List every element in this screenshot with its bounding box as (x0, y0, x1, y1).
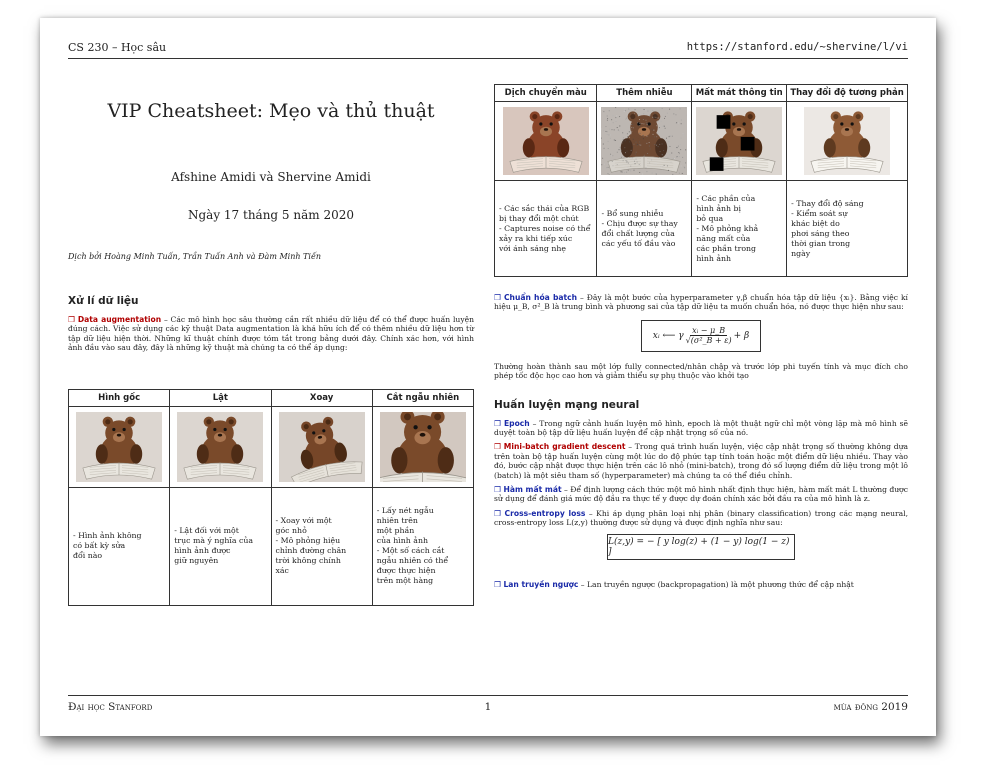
table2-desc-loss: - Các phần của hình ảnh bị bỏ qua - Mô phỏng khả năng mất của các phần trong hình ảnh (692, 181, 787, 277)
date: Ngày 17 tháng 5 năm 2020 (187, 208, 354, 222)
cross-entropy-term: ❒ Cross-entropy loss (494, 508, 586, 518)
loss-paragraph: ❒ Hàm mất mát – Để định lượng cách thức một mô hình nhất định thực hiện, hàm mất mát L thường được sử dụng để đánh giá mức độ đầu ra thực tế y được dự đoán chính xác bởi đầu ra của mô hình là z. (494, 485, 908, 504)
table2-desc-contrast: - Thay đổi độ sáng - Kiểm soát sự khác biệt do phơi sáng theo thời gian trong ngày (787, 181, 908, 277)
authors: Afshine Amidi và Shervine Amidi (171, 170, 371, 184)
bear-image-noise (597, 102, 692, 181)
translators: Dịch bởi Hoàng Minh Tuấn, Trần Tuấn Anh và Đàm Minh Tiến (68, 252, 322, 261)
section-heading-training: Huấn luyện mạng neural (494, 398, 640, 411)
bear-image-rotated (271, 406, 372, 487)
augmentation-table-1 (68, 389, 474, 606)
minibatch-paragraph: ❒ Mini-batch gradient descent – Trong quá trình huấn luyện, việc cập nhật trọng số thường không dựa trên toàn bộ tập huấn luyện cùng một lúc do độ phức tạp tính toán hoặc một điểm dữ liệu nhiều. Thay vào đó, bước cập nhật được thực hiện trên các lô nhỏ (mini-batch), trong đó số lượng điểm dữ liệu trong một lô (batch) là một siêu tham số (hyperparameter) mà chúng ta có thể điều chỉnh. (494, 442, 909, 480)
cross-entropy-formula: L(z,y) = − [ y log(z) + (1 − y) log(1 − z) ] (607, 534, 795, 560)
table2-header: Mất mát thông tin (692, 85, 787, 102)
left-column (68, 68, 474, 606)
batchnorm-text: – Đây là một bước của hyperparameter γ,β chuẩn hóa tập dữ liệu {xᵢ}. Bằng việc kí hiệu μ_B, σ²_B là trung bình và phương sai của tập dữ liệu ta muốn chuẩn hóa, nó được thực hiện như sau: (494, 293, 908, 312)
table2-header: Thay đổi độ tương phản (787, 85, 908, 102)
page-footer (68, 695, 908, 716)
bear-image-cropped (372, 406, 473, 487)
epoch-term: ❒ Epoch (494, 418, 530, 428)
header-url[interactable]: https://stanford.edu/~shervine/l/vi (686, 41, 908, 53)
batchnorm-term: ❒ Chuẩn hóa batch (494, 293, 578, 302)
right-column (494, 68, 908, 589)
table1-header: Cắt ngẫu nhiên (372, 389, 473, 406)
bear-image-info-loss (692, 102, 787, 181)
bear-image-original (69, 406, 170, 487)
footer-term: mùa đông 2019 (833, 701, 908, 713)
batchnorm-formula: xᵢ ⟵ γ $\frac{\text{xᵢ − μ\_B}}{\text{√(σ²\_B + ε)}}$ + β (641, 320, 761, 352)
data-augmentation-paragraph (68, 315, 474, 353)
document-page (40, 18, 936, 736)
data-augmentation-text: – Các mô hình học sâu thường cần rất nhiều dữ liệu để có thể được huấn luyện đúng cách. Việc sử dụng các kỹ thuật Data augmentation là khá hữu ích để có thêm nhiều dữ liệu hơn từ tập dữ liệu hiện thời. Những kĩ thuật chính được tóm tắt trong bảng dưới đây. Chính xác hơn, với hình ảnh đầu vào sau đây, đây là những kỹ thuật mà chúng ta có thể áp dụng: (68, 315, 474, 353)
table1-header: Lật (170, 389, 271, 406)
data-augmentation-term: ❒ Data augmentation (68, 315, 162, 324)
backprop-term: ❒ Lan truyền ngược (494, 579, 579, 589)
bear-image-color-shift (495, 102, 597, 181)
bear-image-flipped (170, 406, 271, 487)
backprop-paragraph: ❒ Lan truyền ngược – Lan truyền ngược (backpropagation) là một phương thức để cập nhật (494, 579, 854, 589)
table1-desc-crop: - Lấy nét ngẫu nhiên trên một phần của hình ảnh - Một số cách cắt ngẫu nhiên có thể được thực hiện trên một hàng (372, 487, 473, 605)
page-title: VIP Cheatsheet: Mẹo và thủ thuật (107, 100, 435, 122)
table1-desc-flip: - Lật đối với một trục mà ý nghĩa của hình ảnh được giữ nguyên (170, 487, 271, 605)
table1-desc-rotate: - Xoay với một góc nhỏ - Mô phỏng hiệu chỉnh đường chân trời không chính xác (271, 487, 372, 605)
table1-header: Xoay (271, 389, 372, 406)
table2-desc-noise: - Bổ sung nhiễu - Chịu được sự thay đổi chất lượng của các yếu tố đầu vào (597, 181, 692, 277)
minibatch-term: ❒ Mini-batch gradient descent (494, 442, 626, 452)
table2-header: Thêm nhiễu (597, 85, 692, 102)
loss-term: ❒ Hàm mất mát (494, 485, 562, 495)
batchnorm-after-text: Thường hoàn thành sau một lớp fully connected/nhân chập và trước lớp phi tuyến tính và mục đích cho phép tốc độc học cao hơn và giảm thiểu sự phụ thuộc vào khởi tạo (494, 361, 908, 381)
page-header (68, 40, 908, 59)
bear-image-contrast (787, 102, 908, 181)
header-course: CS 230 – Học sâu (68, 41, 167, 54)
epoch-paragraph: ❒ Epoch – Trong ngữ cảnh huấn luyện mô hình, epoch là một thuật ngữ chỉ một vòng lặp mà mô hình sẽ duyệt toàn bộ tập dữ liệu huấn luyện để cập nhật trọng số của nó. (494, 418, 909, 438)
cross-entropy-paragraph: ❒ Cross-entropy loss – Khi áp dụng phân loại nhị phân (binary classification) trong các mạng neural, cross-entropy loss L(z,y) thường được sử dụng và được định nghĩa như sau: (494, 508, 909, 528)
batchnorm-paragraph (494, 293, 908, 312)
table1-desc-original: - Hình ảnh không có bất kỳ sửa đổi nào (69, 487, 170, 605)
table1-header: Hình gốc (69, 389, 170, 406)
footer-university: Đại học Stanford (68, 701, 153, 713)
section-heading-data: Xử lí dữ liệu (68, 295, 139, 307)
augmentation-table-2 (494, 84, 908, 277)
footer-page-number: 1 (484, 701, 492, 713)
table2-header: Dịch chuyển màu (495, 85, 597, 102)
table2-desc-color: - Các sắc thái của RGB bị thay đổi một chút - Captures noise có thể xảy ra khi tiếp xúc với ánh sáng nhẹ (495, 181, 597, 277)
